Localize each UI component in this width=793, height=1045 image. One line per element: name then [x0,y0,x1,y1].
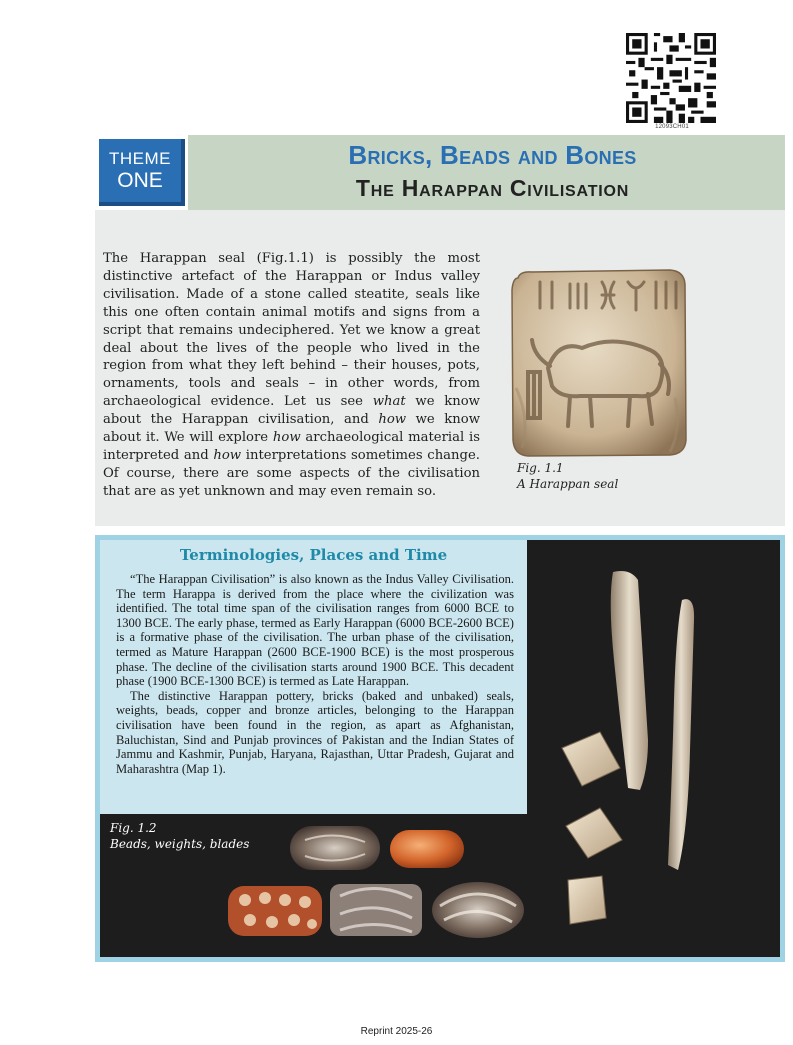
terminologies-heading: Terminologies, Places and Time [179,546,448,564]
intro-emphasis: how [213,447,242,463]
terminologies-paragraph-1: “The Harappan Civilisation” is also known as the Indus Valley Civilisation. The term Harappa is derived from the place where the civilization was identified. The total time span of the civilisation ranges from 6000 BCE to 1300 BCE. The early phase, termed as Early Harappan (6000 BCE-2600 BCE) is a formative phase of the civilisation. The urban phase of the civilisation, termed as Mature Harappan (2600 BCE-1900 BCE) is the most prosperous phase. The decline of the civilisation starts around 1900 BCE. This decadent phase (1900 BCE-1300 BCE) is termed as Late Harappan. [116,572,514,689]
qr-code-label: 12093CH01 [655,124,689,130]
fig-1-2-label: Fig. 1.2 [110,821,157,835]
fig-1-1-caption [517,460,618,492]
intro-text-segment: archaeological material is interpreted and [103,430,480,463]
intro-text-segment: interpretations sometimes change. Of course, there are some aspects of the civilisation that are as yet unknown and may even remain so. [103,447,480,499]
intro-emphasis: what [372,394,406,410]
fig-1-2-caption [110,820,249,852]
intro-emphasis: how [272,430,301,446]
intro-text-segment: we know about it. We will explore [103,412,480,446]
fig-1-1-text: A Harappan seal [517,477,619,491]
chapter-subtitle: The Harappan Civilisation [355,175,630,201]
fig-1-2-text: Beads, weights, blades [110,837,250,851]
qr-code-icon[interactable] [626,33,716,123]
theme-badge [95,135,188,210]
harappan-seal-image [510,268,687,458]
terminologies-paragraph-2: The distinctive Harappan pottery, bricks (baked and unbaked) seals, weights, beads, copper and bronze articles, belonging to the Harappan civilisation have been found in the region, as apart as Afghanistan, Baluchistan, Sind and Punjab provinces of Pakistan and the Indian States of Jammu and Kashmir, Punjab, Haryana, Rajasthan, Uttar Pradesh, Gujarat and Maharashtra (Map 1). [116,688,514,776]
intro-text-segment: we know about the Harappan civilisation, and [103,394,480,428]
fig-1-1-label: Fig. 1.1 [517,461,564,475]
intro-paragraph [103,250,480,501]
reprint-footer: Reprint 2025-26 [360,1026,433,1037]
intro-emphasis: how [378,412,407,428]
theme-number: ONE [117,168,163,192]
theme-word: THEME [109,148,171,168]
terminologies-text [116,572,514,776]
chapter-title: Bricks, Beads and Bones [348,140,637,170]
intro-text-segment: The Harappan seal (Fig.1.1) is possibly the most distinctive artefact of the Harappan or Indus valley civilisation. Made of a stone called steatite, seals like this one often contain animal motifs and signs from a script that remains undeciphered. Yet we know a great deal about the lives of the people who lived in the region from what they left behind – their houses, pots, ornaments, tools and seals – in other words, from archaeological evidence. Let us see [103,251,480,410]
theme-box [99,139,185,206]
